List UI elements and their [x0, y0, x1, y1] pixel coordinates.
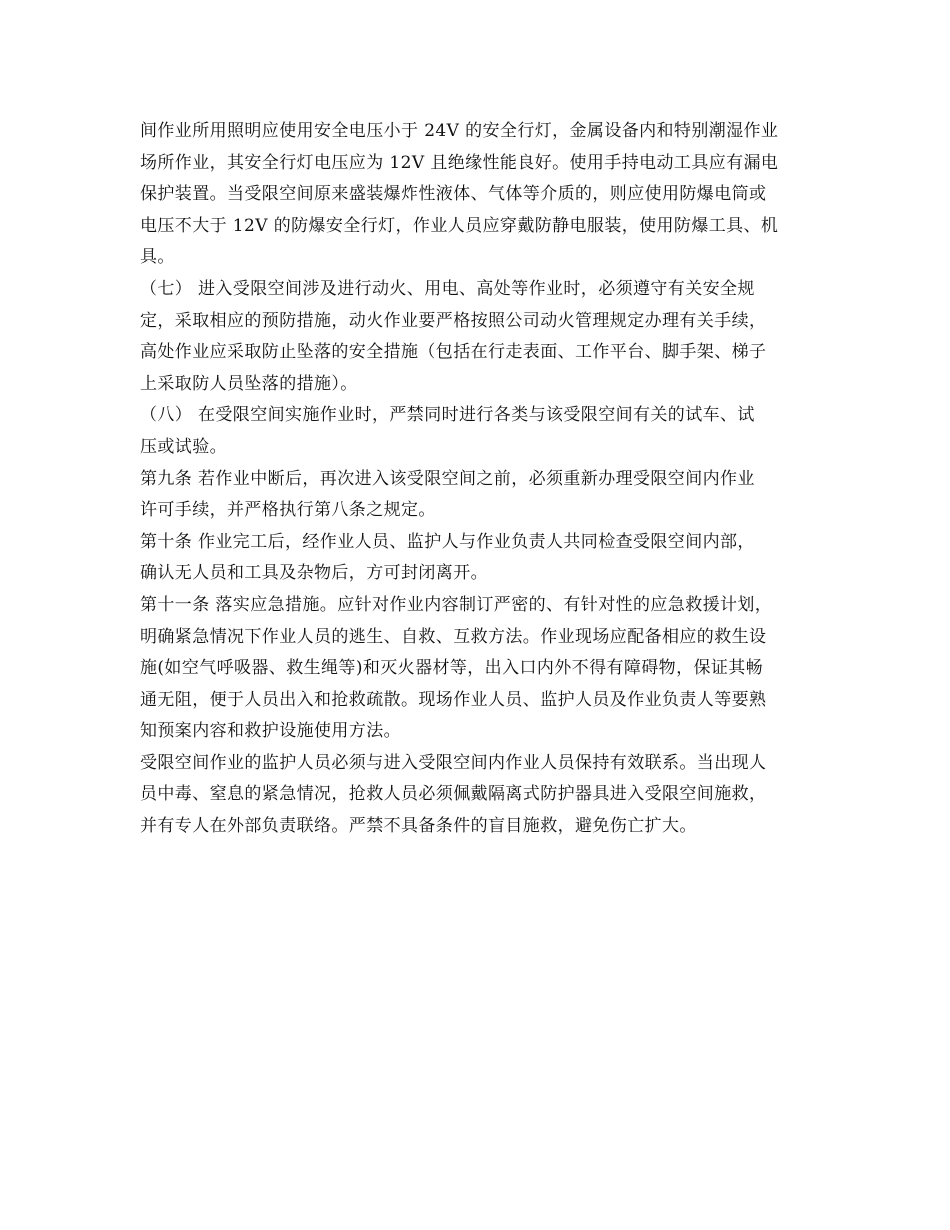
text-line: 场所作业，其安全行灯电压应为 12V 且绝缘性能良好。使用手持电动工具应有漏电 — [140, 152, 779, 173]
text-line: 确认无人员和工具及杂物后，方可封闭离开。 — [140, 563, 488, 584]
text-line: 保护装置。当受限空间原来盛装爆炸性液体、气体等介质的，则应使用防爆电筒或 — [140, 184, 767, 205]
text-line: 受限空间作业的监护人员必须与进入受限空间内作业人员保持有效联系。当出现人 — [140, 752, 767, 773]
text-line: 明确紧急情况下作业人员的逃生、自救、互救方法。作业现场应配备相应的救生设 — [140, 626, 767, 647]
document-page — [140, 116, 820, 843]
text-line: 许可手续，并严格执行第八条之规定。 — [140, 500, 436, 521]
text-line: 第十一条 落实应急措施。应针对作业内容制订严密的、有针对性的应急救援计划， — [140, 594, 773, 615]
text-line: 员中毒、窒息的紧急情况，抢救人员必须佩戴隔离式防护器具进入受限空间施救， — [140, 784, 767, 805]
text-line: 高处作业应采取防止坠落的安全措施（包括在行走表面、工作平台、脚手架、梯子 — [140, 342, 767, 363]
text-line: （七） 进入受限空间涉及进行动火、用电、高处等作业时，必须遵守有关安全规 — [140, 278, 755, 299]
text-line: 间作业所用照明应使用安全电压小于 24V 的安全行灯，金属设备内和特别潮湿作业 — [140, 121, 779, 141]
text-line: 并有专人在外部负责联络。严禁不具备条件的盲目施救，避免伤亡扩大。 — [140, 816, 697, 837]
text-line: 通无阻，便于人员出入和抢救疏散。现场作业人员、监护人员及作业负责人等要熟 — [140, 689, 767, 710]
text-line: 电压不大于 12V 的防爆安全行灯，作业人员应穿戴防静电服装，使用防爆工具、机 — [140, 215, 779, 236]
text-line: 上采取防人员坠落的措施）。 — [140, 373, 358, 394]
text-line: （八） 在受限空间实施作业时，严禁同时进行各类与该受限空间有关的试车、试 — [140, 405, 755, 426]
text-line: 第九条 若作业中断后，再次进入该受限空间之前，必须重新办理受限空间内作业 — [140, 468, 755, 489]
text-line: 施(如空气呼吸器、救生绳等)和灭火器材等，出入口内外不得有障碍物，保证其畅 — [140, 658, 764, 679]
text-line: 定，采取相应的预防措施，动火作业要严格按照公司动火管理规定办理有关手续， — [140, 310, 767, 331]
text-line: 压或试验。 — [140, 436, 227, 457]
text-line: 知预案内容和救护设施使用方法。 — [140, 721, 401, 742]
text-line: 第十条 作业完工后，经作业人员、监护人与作业负责人共同检查受限空间内部， — [140, 531, 755, 552]
text-line: 具。 — [140, 247, 175, 268]
